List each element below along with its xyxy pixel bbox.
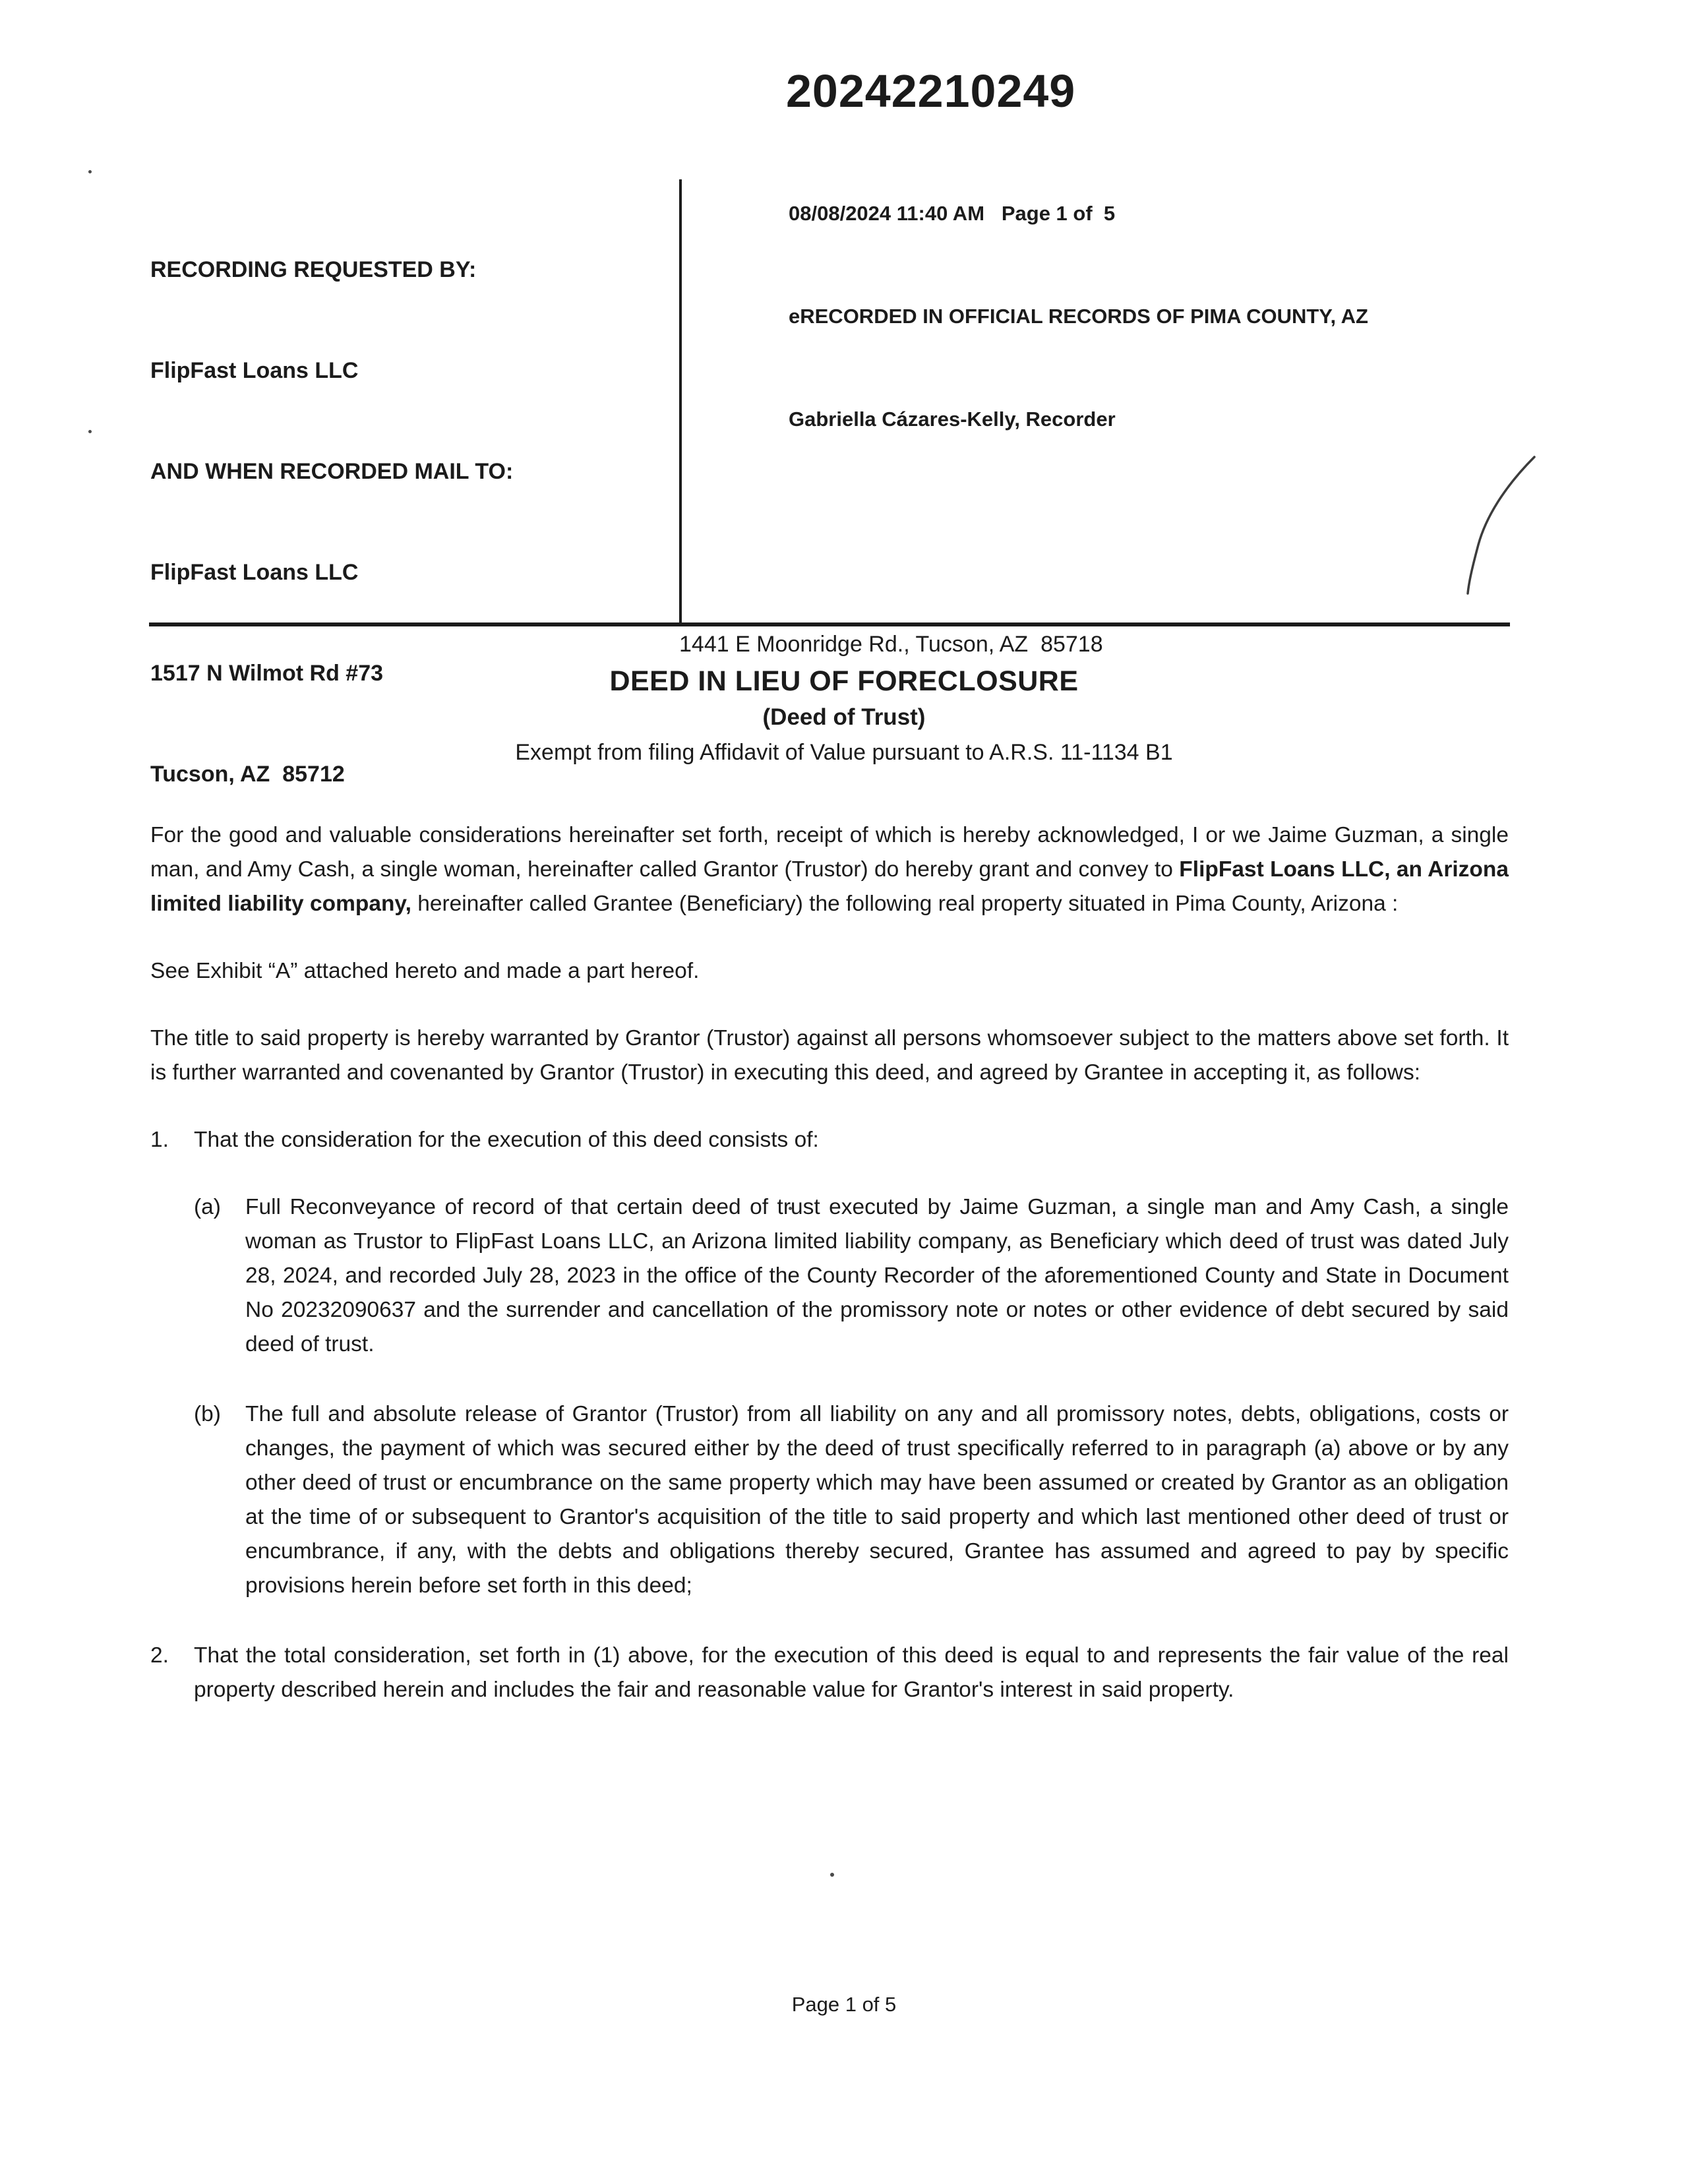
scan-speck	[88, 430, 92, 433]
exhibit-paragraph: See Exhibit “A” attached hereto and made a part hereof.	[150, 959, 700, 983]
horizontal-rule	[149, 622, 1510, 626]
body-text	[150, 818, 1509, 1707]
sublist-item-marker: (b)	[194, 1402, 221, 1426]
sublist-1	[194, 1190, 1509, 1603]
intro-text-pre: For the good and valuable considerations hereinafter set forth, receipt of which is hereby acknowledged, I or we Jaime Guzman, a single man, and Amy Cash, a single woman, hereinafter called Grantor (Trustor) do hereby grant and convey to	[150, 823, 1509, 882]
sublist-item-a	[194, 1190, 1509, 1362]
exemption-line: Exempt from filing Affidavit of Value pursuant to A.R.S. 11-1134 B1	[515, 740, 1173, 765]
sublist-item-text: Full Reconveyance of record of that certain deed of trust executed by Jaime Guzman, a single man and Amy Cash, a single woman as Trustor to FlipFast Loans LLC, an Arizona limited liability company, as Beneficiary which deed of trust was dated July 28, 2024, and recorded July 28, 2023 in the office of the County Recorder of the aforementioned County and State in Document No 20232090637 and the surrender and cancellation of the promissory note or notes or other evidence of debt secured by said deed of trust.	[245, 1195, 1509, 1356]
list-item-number: 1.	[150, 1128, 169, 1152]
recording-stamp-block	[789, 128, 1368, 505]
grantee-name-bold: FlipFast Loans LLC, an Arizona limited liability company,	[150, 857, 1509, 916]
list-item-number: 2.	[150, 1643, 169, 1668]
list-item-text: That the consideration for the execution of this deed consists of:	[194, 1128, 819, 1152]
erecorded-line: eRECORDED IN OFFICIAL RECORDS OF PIMA COUNTY, AZ	[789, 305, 1368, 328]
intro-text-post: hereinafter called Grantee (Beneficiary) the following real property situated in Pima County, Arizona :	[411, 892, 1399, 916]
recording-line: FlipFast Loans LLC	[150, 358, 359, 383]
recording-date-line: 08/08/2024 11:40 AM Page 1 of 5	[789, 202, 1116, 225]
list-item-1	[150, 1123, 1509, 1157]
recording-document-number: 20242210249	[786, 65, 1076, 117]
document-subtitle: (Deed of Trust)	[762, 704, 926, 730]
vertical-divider-line	[679, 179, 682, 626]
document-title: DEED IN LIEU OF FORECLOSURE	[609, 665, 1079, 697]
recording-line: 1517 N Wilmot Rd #73	[150, 661, 384, 686]
scan-speck	[88, 170, 92, 173]
recording-line: Tucson, AZ 85712	[150, 762, 345, 787]
list-item-2	[150, 1639, 1509, 1707]
sublist-item-marker: (a)	[194, 1195, 221, 1219]
document-main	[0, 622, 1688, 1740]
recording-line: RECORDING REQUESTED BY:	[150, 257, 477, 282]
sublist-item-text: The full and absolute release of Grantor (Trustor) from all liability on any and all promissory notes, debts, obligations, costs or changes, the payment of which was secured either by the deed of trust specifically referred to in paragraph (a) above or by any other deed of trust or encumbrance on the same property which may have been assumed or created by Grantor as an obligation at the time of or subsequent to Grantor's acquisition of the title to said property and which last mentioned other deed of trust or encumbrance, if any, with the debts and obligations thereby secured, Grantee has assumed and agreed to pay by specific provisions herein before set forth in this deed;	[245, 1402, 1509, 1598]
list-item-text: That the total consideration, set forth in (1) above, for the execution of this deed is equal to and represents the fair value of the real property described herein and includes the fair and reasonable value for Grantor's interest in said property.	[194, 1643, 1509, 1702]
property-address: 1441 E Moonridge Rd., Tucson, AZ 85718	[679, 632, 1103, 657]
recorder-name-line: Gabriella Cázares-Kelly, Recorder	[789, 408, 1116, 431]
page-footer: Page 1 of 5	[791, 1993, 897, 2016]
sublist-item-b	[194, 1397, 1509, 1603]
recording-line: AND WHEN RECORDED MAIL TO:	[150, 459, 514, 484]
warranty-paragraph: The title to said property is hereby warranted by Grantor (Trustor) against all persons whomsoever subject to the matters above set forth. It is further warranted and covenanted by Grantor (Trustor) in executing this deed, and agreed by Grantee in accepting it, as follows:	[150, 1026, 1509, 1085]
intro-paragraph	[150, 818, 1509, 921]
recording-line: FlipFast Loans LLC	[150, 560, 359, 585]
scan-speck	[830, 1873, 834, 1877]
